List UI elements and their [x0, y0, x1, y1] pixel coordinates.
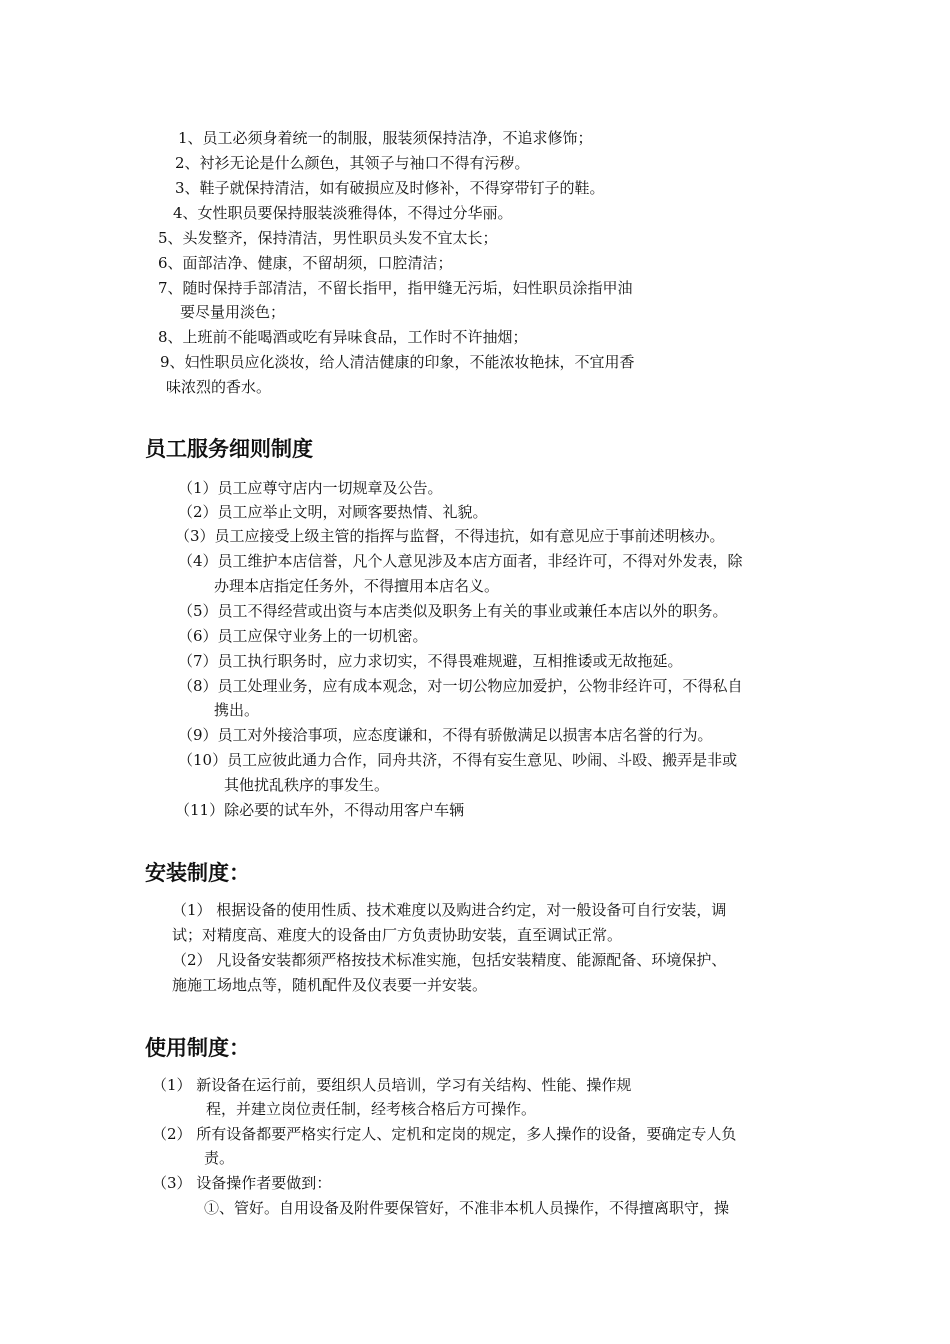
service-rule-11: （11）除必要的试车外，不得动用客户车辆: [175, 801, 465, 819]
service-rule-10-cont: 其他扰乱秩序的事发生。: [224, 776, 390, 794]
appearance-rule-2: 2、衬衫无论是什么颜色，其领子与袖口不得有污秽。: [175, 154, 530, 172]
service-rule-9: （9）员工对外接洽事项，应态度谦和，不得有骄傲满足以损害本店名誉的行为。: [178, 726, 713, 744]
appearance-rule-6: 6、面部洁净、健康，不留胡须，口腔清洁；: [158, 254, 453, 272]
service-rule-6: （6）员工应保守业务上的一切机密。: [178, 627, 428, 645]
usage-rule-1: （1） 新设备在运行前，要组织人员培训，学习有关结构、性能、操作规: [152, 1076, 632, 1094]
service-rule-2: （2）员工应举止文明，对顾客要热情、礼貌。: [178, 503, 488, 521]
installation-rule-2-cont: 施施工场地点等，随机配件及仪表要一并安装。: [172, 976, 488, 994]
appearance-rule-5: 5、头发整齐，保持清洁，男性职员头发不宜太长；: [158, 229, 498, 247]
installation-heading: 安装制度：: [145, 861, 250, 885]
appearance-rule-8: 8、上班前不能喝酒或吃有异味食品，工作时不许抽烟；: [158, 328, 528, 346]
appearance-rule-9-cont: 味浓烈的香水。: [166, 378, 272, 396]
installation-rule-1: （1） 根据设备的使用性质、技术难度以及购进合约定，对一般设备可自行安装，调: [172, 901, 727, 919]
installation-rule-1-cont: 试；对精度高、难度大的设备由厂方负责协助安装，直至调试正常。: [172, 926, 623, 944]
appearance-rule-3: 3、鞋子就保持清洁，如有破损应及时修补，不得穿带钉子的鞋。: [175, 179, 605, 197]
usage-heading: 使用制度：: [145, 1036, 250, 1060]
appearance-rule-9: 9、妇性职员应化淡妆，给人清洁健康的印象，不能浓妆艳抹，不宜用香: [160, 353, 635, 371]
service-rule-10: （10）员工应彼此通力合作，同舟共济，不得有妄生意见、吵闹、斗殴、搬弄是非或: [178, 751, 738, 769]
service-rule-5: （5）员工不得经营或出资与本店类似及职务上有关的事业或兼任本店以外的职务。: [178, 602, 728, 620]
installation-rule-2: （2） 凡设备安装都须严格按技术标准实施，包括安装精度、能源配备、环境保护、: [172, 951, 727, 969]
usage-rule-3-item-1: ①、管好。自用设备及附件要保管好，不准非本机人员操作，不得擅离职守，操: [204, 1199, 730, 1217]
appearance-rule-1: 1、员工必须身着统一的制服，服装须保持洁净，不追求修饰；: [178, 129, 593, 147]
usage-rule-2-cont: 责。: [204, 1149, 235, 1167]
service-rule-3: （3）员工应接受上级主管的指挥与监督，不得违抗，如有意见应于事前述明核办。: [175, 527, 725, 545]
service-rule-4: （4）员工维护本店信誉，凡个人意见涉及本店方面者，非经许可，不得对外发表，除: [178, 552, 743, 570]
service-heading: 员工服务细则制度: [145, 437, 313, 461]
usage-rule-3: （3） 设备操作者要做到：: [152, 1174, 332, 1192]
appearance-rule-4: 4、女性职员要保持服装淡雅得体，不得过分华丽。: [173, 204, 513, 222]
service-rule-1: （1）员工应尊守店内一切规章及公告。: [178, 479, 443, 497]
usage-rule-1-cont: 程，并建立岗位责任制，经考核合格后方可操作。: [206, 1100, 537, 1118]
service-rule-7: （7）员工执行职务时，应力求切实，不得畏难规避，互相推诿或无故拖延。: [178, 652, 683, 670]
service-rule-8: （8）员工处理业务，应有成本观念，对一切公物应加爱护，公物非经许可，不得私自: [178, 677, 743, 695]
service-rule-4-cont: 办理本店指定任务外，不得擅用本店名义。: [214, 577, 500, 595]
appearance-rule-7: 7、随时保持手部清洁，不留长指甲，指甲缝无污垢，妇性职员涂指甲油: [158, 279, 633, 297]
appearance-rule-7-cont: 要尽量用淡色；: [180, 303, 286, 321]
service-rule-8-cont: 携出。: [214, 701, 260, 719]
usage-rule-2: （2） 所有设备都要严格实行定人、定机和定岗的规定，多人操作的设备，要确定专人负: [152, 1125, 737, 1143]
